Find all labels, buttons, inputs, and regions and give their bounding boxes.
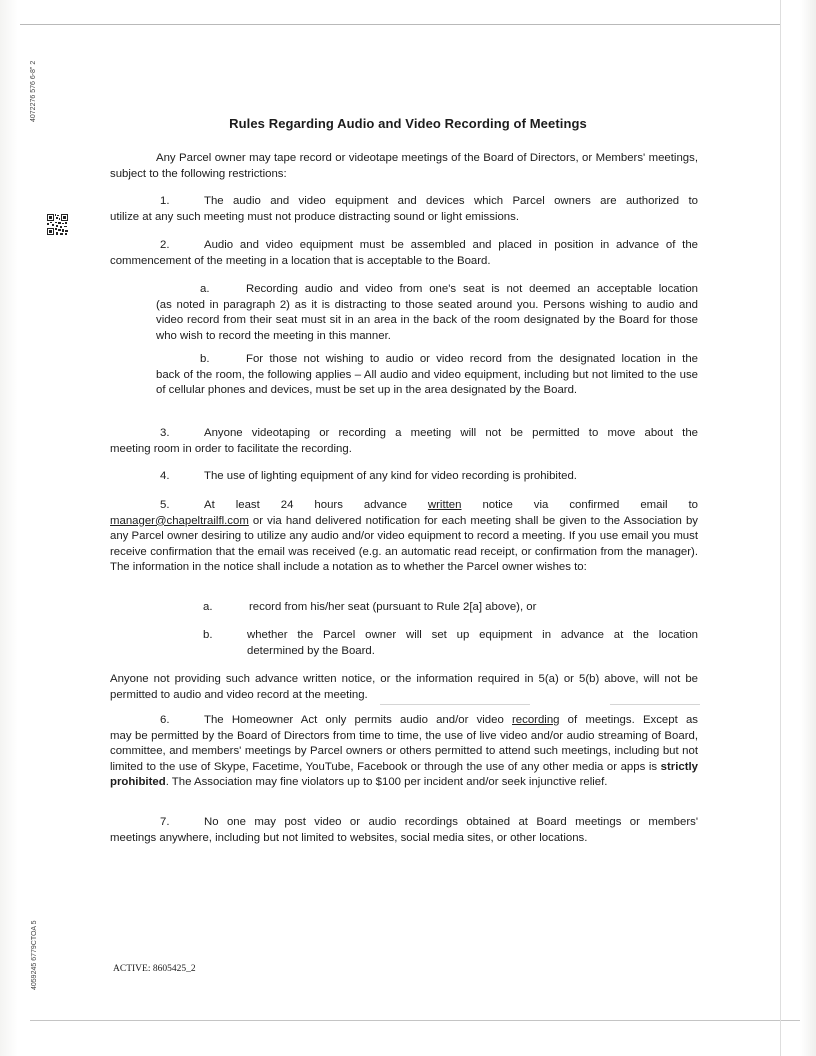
option-label: a. <box>203 601 213 613</box>
qr-code-icon <box>47 214 68 235</box>
rule-text-line: The use of lighting equipment of any kind for video recording is prohibited. <box>204 470 577 482</box>
rule-number: 7. <box>160 816 170 828</box>
rule-number: 3. <box>160 427 170 439</box>
rule-2a <box>156 282 698 344</box>
rule-4 <box>110 469 698 485</box>
manager-email-link[interactable]: manager@chapeltrailfl.com <box>110 514 249 527</box>
rule-text-line: Anyone videotaping or recording a meeting will not be permitted to move about the <box>204 427 698 439</box>
intro-text: Any Parcel owner may tape record or videotape meetings of the Board of Directors, or Members' meetings, subject to the following restrictions: <box>110 152 698 180</box>
intro-paragraph <box>110 151 698 182</box>
rule-5 <box>110 498 698 576</box>
side-document-code-bottom: 4059245 6779CTOA 5 <box>31 920 38 990</box>
rule-number: 5. <box>160 499 170 511</box>
underlined-word: written <box>427 499 462 511</box>
rule-number: 1. <box>160 195 170 207</box>
underlined-word: recording <box>512 714 560 726</box>
sub-rule-text: back of the room, the following applies – All audio and video equipment, including but not limited to the use of cellular phones and devices, must be set up in the area designated by the Board. <box>156 368 698 397</box>
scan-smudge <box>380 704 530 705</box>
rule-1 <box>110 194 698 225</box>
rule-text: . The Association may fine violators up to $100 per incident and/or seek injunctive relief. <box>165 776 608 789</box>
rule-text-line: The audio and video equipment and devices which Parcel owners are authorized to <box>204 195 698 207</box>
bold-phrase: strictly prohibited <box>110 760 698 789</box>
rule-5-option-a <box>203 600 698 616</box>
option-text-line: determined by the Board. <box>247 644 375 657</box>
rule-7 <box>110 815 698 846</box>
rule-text: The Homeowner Act only permits audio and/or video <box>204 714 512 726</box>
sub-rule-text-line: For those not wishing to audio or video record from the designated location in the <box>246 353 698 365</box>
rule-5-option-b <box>203 628 698 659</box>
option-label: b. <box>203 629 213 641</box>
rule-text-line: Audio and video equipment must be assembled and placed in position in advance of the <box>204 239 698 251</box>
rule-number: 6. <box>160 714 170 726</box>
rule-6 <box>110 713 698 791</box>
option-text: record from his/her seat (pursuant to Rule 2[a] above), or <box>249 601 537 613</box>
scan-edge-bottom <box>30 1020 800 1021</box>
scan-edge-right <box>780 0 781 1056</box>
rule-text: notice via confirmed email to <box>461 499 699 511</box>
rule-text-line: utilize at any such meeting must not produce distracting sound or light emissions. <box>110 210 520 223</box>
sub-rule-label: a. <box>200 283 210 295</box>
option-text-line: whether the Parcel owner will set up equipment in advance at the location <box>247 629 698 641</box>
sub-rule-text: (as noted in paragraph 2) as it is distracting to those seated around you. Persons wishing to audio and video record from their seat must sit in an area in the back of the room designated by the Board for those who wish to record the meeting in this manner. <box>156 298 698 342</box>
rule-text: may be permitted by the Board of Directors from time to time, the use of live video and/or audio streaming of Board, committee, and members' meetings by Parcel owners or others permitted to attend such meetings, including but not limited to the use of Skype, Facetime, YouTube, Facebook or through the use of any other media or apps is <box>110 729 698 773</box>
rule-text-line: meeting room in order to facilitate the recording. <box>110 442 352 455</box>
page-title: Rules Regarding Audio and Video Recording of Meetings <box>229 116 587 131</box>
rule-number: 2. <box>160 239 170 251</box>
rule-5-closing: Anyone not providing such advance written notice, or the information required in 5(a) or 5(b) above, will not be permitted to audio and video record at the meeting. <box>110 673 698 701</box>
sub-rule-label: b. <box>200 353 210 365</box>
scan-smudge <box>610 704 700 705</box>
rule-text: or via hand delivered notification for each meeting shall be given to the Association by any Parcel owner desiring to utilize any audio and/or video equipment to record a meeting. If you use email you must receive confirmation that the email was received (e.g. an automatic read receipt, or confirmation from the manager). The information in the notice shall include a notation as to whether the Parcel owner wishes to: <box>110 514 698 574</box>
document-footer-id: ACTIVE: 8605425_2 <box>113 964 196 974</box>
rule-text: of meetings. Except as <box>559 714 698 726</box>
rule-2 <box>110 238 698 269</box>
scan-edge-top <box>20 24 780 25</box>
rule-2b <box>156 352 698 399</box>
rule-number: 4. <box>160 470 170 482</box>
rule-3 <box>110 426 698 457</box>
rule-text-line: commencement of the meeting in a location that is acceptable to the Board. <box>110 254 491 267</box>
sub-rule-text-line: Recording audio and video from one's seat is not deemed an acceptable location <box>246 283 698 295</box>
side-document-code-top: 4072276 576 6-8" 2 <box>30 60 37 122</box>
rule-text: At least 24 hours advance <box>204 499 428 511</box>
rule-text-line: meetings anywhere, including but not limited to websites, social media sites, or other locations. <box>110 831 588 844</box>
rule-text-line: No one may post video or audio recordings obtained at Board meetings or members' <box>204 816 698 828</box>
